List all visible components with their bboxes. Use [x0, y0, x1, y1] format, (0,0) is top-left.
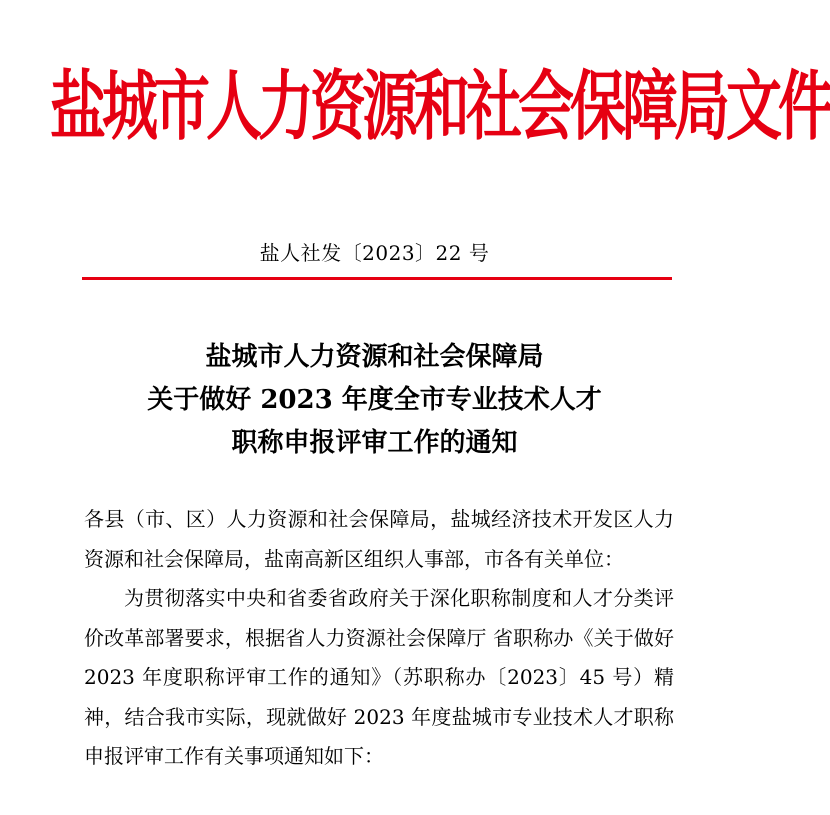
title-line-3: 职称申报评审工作的通知 — [231, 428, 518, 458]
document-number: 盐人社发〔2023〕22 号 — [259, 241, 490, 265]
notice-body — [84, 500, 674, 777]
body-paragraph: 为贯彻落实中央和省委省政府关于深化职称制度和人才分类评价改革部署要求，根据省人力资源社会保障厅 省职称办《关于做好 2023 年度职称评审工作的通知》（苏职称办〔2023〕45 号）精神，结合我市实际，现就做好 2023 年度盐城市专业技术人才职称申报评审工作有关事项通知如下： — [84, 586, 674, 768]
red-divider-line — [82, 277, 672, 280]
issuer-masthead: 盐城市人力资源和社会保障局文件 — [50, 63, 830, 152]
notice-title — [0, 336, 749, 465]
addressee-paragraph: 各县（市、区）人力资源和社会保障局，盐城经济技术开发区人力资源和社会保障局，盐南高新区组织人事部，市各有关单位： — [84, 507, 674, 571]
title-line-2: 关于做好 2023 年度全市专业技术人才 — [147, 385, 602, 415]
title-line-1: 盐城市人力资源和社会保障局 — [205, 342, 544, 372]
